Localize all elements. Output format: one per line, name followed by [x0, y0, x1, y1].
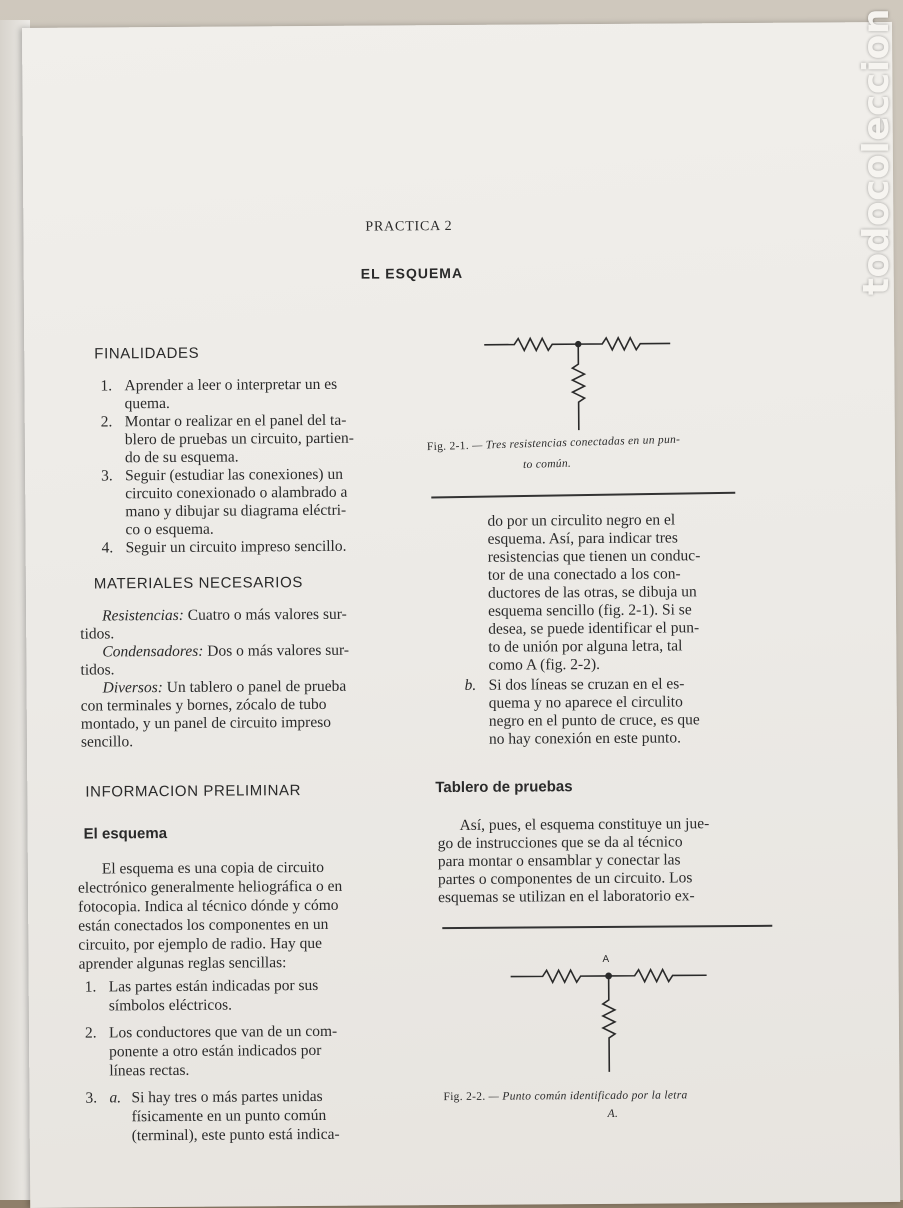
- materiales-heading: MATERIALES NECESARIOS: [93, 574, 303, 593]
- list-item: 4. Seguir un circuito impreso sencillo.: [101, 537, 347, 557]
- info-paragraph: El esquema es una copia de circuito electrónico generalmente heliográfica o en fotocopia. Indica al técnico dónde y cómo están conectados los componentes en un circuito, por ejemplo de radio. Hay que aprender algunas reglas sencillas:: [77, 858, 343, 973]
- list-item: 3. a. Si hay tres o más partes unidas: [85, 1087, 323, 1107]
- tablero-paragraph: Así, pues, el esquema constituye un jue- go de instrucciones que se da al técnico para montar o ensamblar y conectar las partes o componentes de un circuito. Los esquemas se utilizan en el laboratorio ex-: [437, 815, 710, 907]
- materiales-list: Resistencias: Cuatro o más valores sur- tidos. Condensadores: Dos o más valores sur- tidos. Diversos: Un tablero o panel de prueba con terminales y bornes, zócalo de tubo montado, y un panel de circuito impreso sencillo.: [80, 605, 350, 751]
- list-item: 2. Montar o realizar en el panel del ta-: [100, 411, 347, 431]
- figure-divider: [431, 492, 735, 498]
- list-item: 1. Aprender a leer o interpretar un es: [100, 375, 338, 395]
- list-item: 2. Los conductores que van de un com-: [84, 1022, 338, 1042]
- list-item: 1. Las partes están indicadas por sus: [84, 976, 319, 996]
- rules-list: 1. Las partes están indicadas por sus símbolos eléctricos. 2. Los conductores que van de un com- ponente a otro están indicados por líneas rectas. 3. a. Si hay tres o más partes unidas físicamente en un punto común (terminal), este punto está indica-: [84, 976, 340, 1145]
- practice-number: PRACTICA 2: [365, 219, 453, 235]
- page-divider: [442, 925, 772, 929]
- info-subheading: El esquema: [83, 825, 168, 843]
- finalidades-heading: FINALIDADES: [94, 344, 200, 363]
- figure-2-1-caption: Fig. 2-1. — Tres resistencias conectadas en un pun-: [426, 433, 681, 454]
- watermark-logo: todocoleccion: [856, 8, 897, 296]
- figure-2-1-diagram: [484, 323, 675, 434]
- figure-2-2-caption: Fig. 2-2. — Punto común identificado por la letra: [443, 1089, 688, 1104]
- book-page: [22, 22, 900, 1208]
- right-column-text: do por un circulito negro en el esquema. Así, para indicar tres resistencias que tienen un conduc- tor de una conectado a los con- ductores de las otras, se dibuja un esquema sencillo (fig. 2-1). Si se desea, se puede identificar el pun- to de unión por alguna letra, tal como A (fig. 2-2).: [487, 511, 701, 674]
- tablero-heading: Tablero de pruebas: [435, 778, 573, 797]
- figure-2-2-caption-cont: A.: [607, 1107, 619, 1120]
- page-title: EL ESQUEMA: [360, 264, 464, 282]
- rule-b: b. Si dos líneas se cruzan en el es- quema y no aparece el circulito negro en el punto de cruce, es que no hay conexión en este punto.: [464, 675, 700, 748]
- figure-2-2-diagram: [510, 953, 711, 1074]
- node-label: A: [602, 953, 610, 965]
- list-item: 3. Seguir (estudiar las conexiones) un: [101, 465, 343, 485]
- figure-2-1-caption-cont: to común.: [522, 457, 572, 472]
- info-heading: INFORMACION PRELIMINAR: [85, 782, 302, 801]
- finalidades-list: 1. Aprender a leer o interpretar un es quema. 2. Montar o realizar en el panel del ta- blero de pruebas un circuito, partien- do de su esquema. 3. Seguir (estudiar las conexiones) un circuito conexionado o alambrado a mano y dibujar su diagrama eléctri- co o esquema. 4. Seguir un circuito impreso sencillo.: [100, 375, 354, 557]
